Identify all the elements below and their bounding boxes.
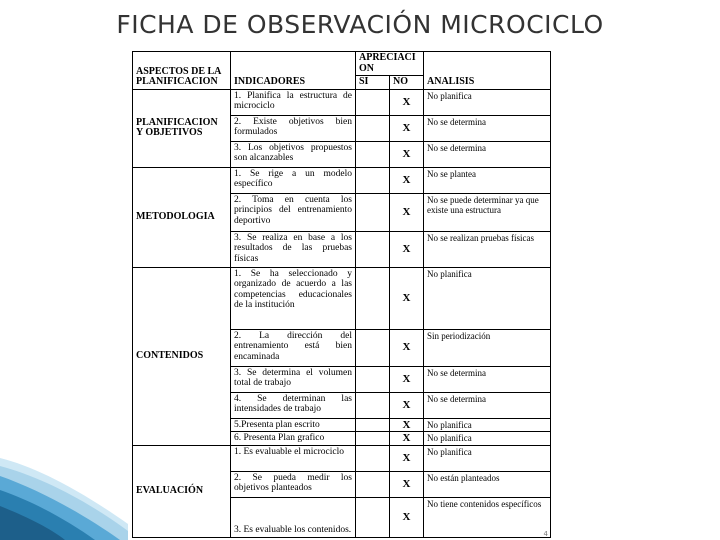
table-row-indicador: 4. Se determinan las intensidades de trabajo <box>231 392 356 418</box>
header-no: NO <box>390 76 424 90</box>
header-indicadores: INDICADORES <box>231 52 356 90</box>
table-row-analisis: No se determina <box>424 115 551 141</box>
table-row-indicador: 3. Los objetivos propuestos son alcanzables <box>231 141 356 167</box>
slide-title: FICHA DE OBSERVACIÓN MICROCICLO <box>116 10 604 39</box>
observation-table <box>132 51 551 538</box>
table-row-indicador: 3. Se realiza en base a los resultados de las pruebas físicas <box>231 231 356 267</box>
table-row-analisis: No se plantea <box>424 167 551 193</box>
table-row-indicador: 3. Es evaluable los contenidos. <box>231 497 356 537</box>
table-row-indicador: 2. Existe objetivos bien formulados <box>231 115 356 141</box>
si-cell <box>356 115 390 141</box>
si-cell <box>356 497 390 537</box>
group-metodologia: METODOLOGIA <box>133 167 231 267</box>
table-row-indicador: 1. Se rige a un modelo específico <box>231 167 356 193</box>
table-row-indicador: 1. Es evaluable el microciclo <box>231 445 356 471</box>
group-contenidos: CONTENIDOS <box>133 267 231 445</box>
header-apreciacion: APRECIACI ON <box>356 52 424 76</box>
no-mark: X <box>390 392 424 418</box>
no-mark: X <box>390 471 424 497</box>
no-mark: X <box>390 231 424 267</box>
si-cell <box>356 445 390 471</box>
table-row-analisis: No están planteados <box>424 471 551 497</box>
si-cell <box>356 231 390 267</box>
si-cell <box>356 89 390 115</box>
no-mark: X <box>390 497 424 537</box>
no-mark: X <box>390 445 424 471</box>
table-row-analisis: No se determina <box>424 366 551 392</box>
table-row-analisis: Sin periodización <box>424 329 551 366</box>
table-row-analisis: No se determina <box>424 141 551 167</box>
no-mark: X <box>390 267 424 329</box>
no-mark: X <box>390 193 424 231</box>
observation-sheet <box>128 48 550 540</box>
table-row-indicador: 5.Presenta plan escrito <box>231 418 356 432</box>
group-evaluacion: EVALUACIÓN <box>133 445 231 537</box>
no-mark: X <box>390 141 424 167</box>
no-mark: X <box>390 329 424 366</box>
table-row-analisis: No se realizan pruebas físicas <box>424 231 551 267</box>
si-cell <box>356 141 390 167</box>
table-row-indicador: 1. Planifica la estructura de microciclo <box>231 89 356 115</box>
si-cell <box>356 418 390 432</box>
table-row-indicador: 3. Se determina el volumen total de trabajo <box>231 366 356 392</box>
table-row-indicador: 6. Presenta Plan grafico <box>231 432 356 446</box>
table-row-analisis: No se puede determinar ya que existe una estructura <box>424 193 551 231</box>
table-row-indicador: 2. Toma en cuenta los principios del entrenamiento deportivo <box>231 193 356 231</box>
group-planificacion: PLANIFICACION Y OBJETIVOS <box>133 89 231 167</box>
table-row-indicador: 1. Se ha seleccionado y organizado de acuerdo a las competencias educacionales de la institución <box>231 267 356 329</box>
si-cell <box>356 267 390 329</box>
table-row-indicador: 2. La dirección del entrenamiento está bien encaminada <box>231 329 356 366</box>
table-row-indicador: 2. Se pueda medir los objetivos planteados <box>231 471 356 497</box>
si-cell <box>356 471 390 497</box>
si-cell <box>356 392 390 418</box>
no-mark: X <box>390 366 424 392</box>
si-cell <box>356 329 390 366</box>
si-cell <box>356 167 390 193</box>
si-cell <box>356 366 390 392</box>
table-row-analisis: No planifica <box>424 267 551 329</box>
table-row-analisis: No tiene contenidos específicos <box>424 497 551 537</box>
header-aspectos: ASPECTOS DE LA PLANIFICACION <box>133 52 231 90</box>
table-row-analisis: No planifica <box>424 418 551 432</box>
table-row-analisis: No planifica <box>424 432 551 446</box>
no-mark: X <box>390 418 424 432</box>
no-mark: X <box>390 167 424 193</box>
page-number: 4 <box>543 530 548 538</box>
header-si: SI <box>356 76 390 90</box>
table-row-analisis: No planifica <box>424 89 551 115</box>
table-row-analisis: No se determina <box>424 392 551 418</box>
no-mark: X <box>390 89 424 115</box>
si-cell <box>356 432 390 446</box>
no-mark: X <box>390 432 424 446</box>
table-row-analisis: No planifica <box>424 445 551 471</box>
header-analisis: ANALISIS <box>424 52 551 90</box>
si-cell <box>356 193 390 231</box>
no-mark: X <box>390 115 424 141</box>
